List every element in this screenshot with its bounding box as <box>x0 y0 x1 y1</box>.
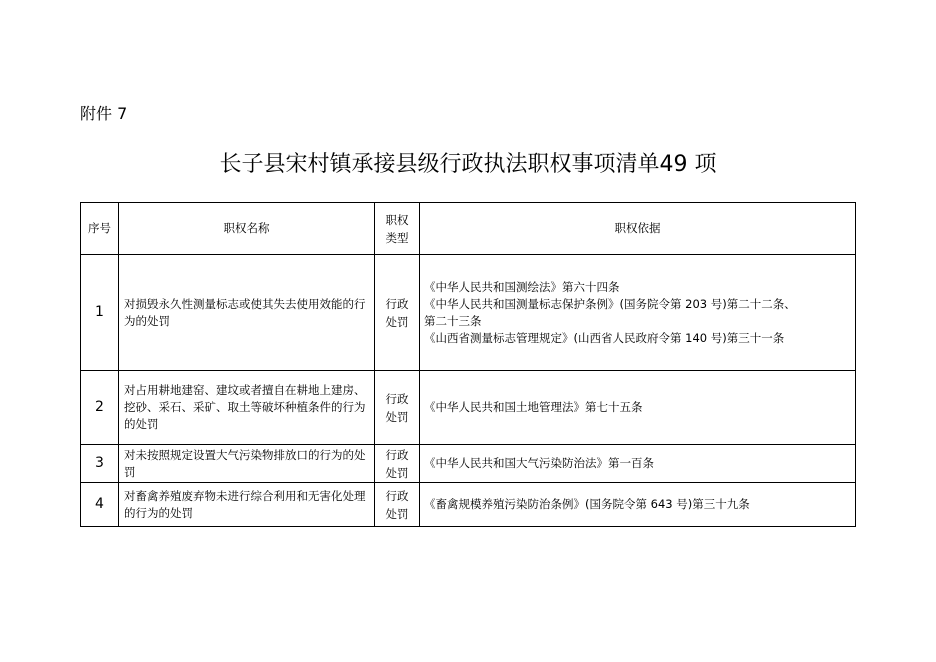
attachment-label: 附件 7 <box>80 104 128 123</box>
header-basis: 职权依据 <box>420 203 856 255</box>
row-basis <box>420 371 856 445</box>
row-name: 对损毁永久性测量标志或使其失去使用效能的行为的处罚 <box>119 255 375 371</box>
header-type-line2: 类型 <box>385 230 409 245</box>
row-type <box>375 371 420 445</box>
row-type-line1: 行政 <box>385 391 409 406</box>
table-row <box>81 255 856 371</box>
row-type-line1: 行政 <box>385 296 409 311</box>
basis-line: 《山西省测量标志管理规定》(山西省人民政府令第 140 号)第三十一条 <box>424 330 785 345</box>
header-name: 职权名称 <box>119 203 375 255</box>
header-type <box>375 203 420 255</box>
row-seq: 3 <box>81 445 119 483</box>
header-type-line1: 职权 <box>385 212 409 227</box>
row-basis <box>420 483 856 527</box>
row-name: 对未按照规定设置大气污染物排放口的行为的处罚 <box>119 445 375 483</box>
table-row <box>81 445 856 483</box>
row-type-line1: 行政 <box>385 488 409 503</box>
basis-line: 第二十三条 <box>424 313 482 328</box>
row-type-line2: 处罚 <box>385 465 409 480</box>
basis-line: 《畜禽规模养殖污染防治条例》(国务院令第 643 号)第三十九条 <box>424 497 750 511</box>
basis-line: 《中华人民共和国测绘法》第六十四条 <box>424 279 620 294</box>
basis-line: 《中华人民共和国土地管理法》第七十五条 <box>424 400 643 414</box>
row-name: 对畜禽养殖废弃物未进行综合利用和无害化处理的行为的处罚 <box>119 483 375 527</box>
title-prefix: 长子县宋村镇承接县级行政执法职权事项清单 <box>219 152 660 177</box>
row-basis <box>420 445 856 483</box>
row-seq: 2 <box>81 371 119 445</box>
row-type <box>375 483 420 527</box>
row-seq: 1 <box>81 255 119 371</box>
authority-table <box>80 202 856 527</box>
table-row <box>81 483 856 527</box>
row-type-line2: 处罚 <box>385 506 409 521</box>
row-seq: 4 <box>81 483 119 527</box>
row-type <box>375 255 420 371</box>
table-row <box>81 371 856 445</box>
row-type-line1: 行政 <box>385 447 409 462</box>
title-count: 49 <box>659 152 688 177</box>
row-type <box>375 445 420 483</box>
row-name: 对占用耕地建窑、建坟或者擅自在耕地上建房、挖砂、采石、采矿、取土等破坏种植条件的行为的处罚 <box>119 371 375 445</box>
title-suffix: 项 <box>694 152 717 177</box>
row-type-line2: 处罚 <box>385 314 409 329</box>
row-basis <box>420 255 856 371</box>
document-title <box>0 150 936 180</box>
basis-line: 《中华人民共和国测量标志保护条例》(国务院令第 203 号)第二十二条、 <box>424 296 796 311</box>
basis-line: 《中华人民共和国大气污染防治法》第一百条 <box>424 456 654 470</box>
row-type-line2: 处罚 <box>385 409 409 424</box>
header-seq: 序号 <box>81 203 119 255</box>
table-header-row <box>81 203 856 255</box>
